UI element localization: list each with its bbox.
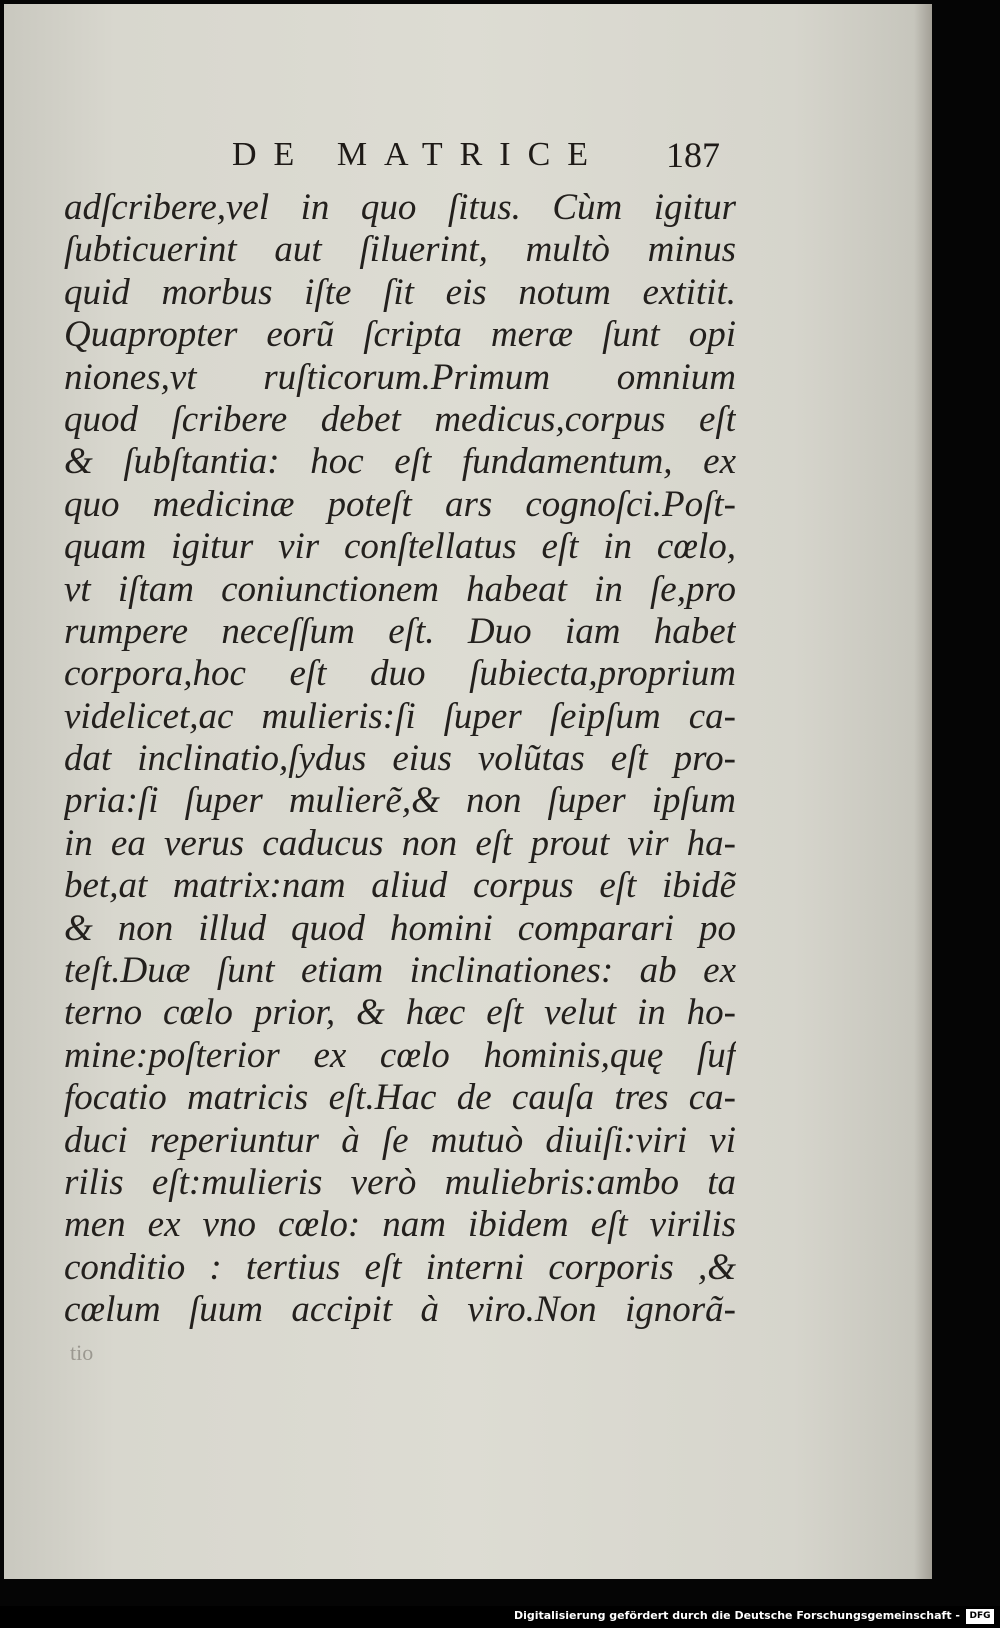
text-line: adſcribere,vel in quo ſitus. Cùm igitur: [64, 187, 736, 228]
footer-credit: Digitalisierung gefördert durch die Deutsche Forschungsgemeinschaft -: [513, 1609, 960, 1622]
text-line: mine:poſterior ex cœlo hominis,quę ſuf: [64, 1034, 736, 1076]
footer-bar: [0, 1606, 1000, 1628]
text-line: in ea verus caducus non eſt prout vir ha-: [64, 822, 736, 864]
page-edge-shadow: [914, 4, 932, 1579]
text-line: focatio matricis eſt.Hac de cauſa tres ca-: [64, 1077, 736, 1119]
text-line: cœlum ſuum accipit à viro.Non ignorã-: [64, 1289, 736, 1331]
text-line: dat inclinatio,ſydus eius volũtas eſt pro-: [64, 738, 736, 780]
text-line: & non illud quod homini comparari po: [64, 907, 736, 949]
catchword: tio: [70, 1340, 94, 1365]
text-line: videlicet,ac mulieris:ſi ſuper ſeipſum ca-: [64, 695, 736, 737]
text-line: quo medicinæ poteſt ars cognoſci.Poſt-: [64, 483, 736, 525]
text-line: Quapropter eorũ ſcripta meræ ſunt opi: [64, 314, 736, 356]
text-line: men ex vno cœlo: nam ibidem eſt virilis: [64, 1204, 736, 1246]
book-page: [4, 4, 932, 1579]
dfg-logo: DFG: [966, 1609, 994, 1624]
page-number: 187: [666, 135, 720, 175]
body-text: [64, 187, 736, 1332]
running-head-title: DE MATRICE: [232, 136, 606, 173]
text-line: vt iſtam coniunctionem habeat in ſe,pro: [64, 568, 736, 610]
text-line: terno cœlo prior, & hæc eſt velut in ho-: [64, 992, 736, 1034]
text-line: quid morbus iſte ſit eis notum extitit.: [64, 271, 736, 313]
text-line: & ſubſtantia: hoc eſt fundamentum, ex: [64, 441, 736, 483]
text-line: teſt.Duæ ſunt etiam inclinationes: ab ex: [64, 950, 736, 992]
text-line: ſubticuerint aut ſiluerint, multò minus: [64, 229, 736, 271]
text-line: corpora,hoc eſt duo ſubiecta,proprium: [64, 653, 736, 695]
text-line: pria:ſi ſuper mulierẽ,& non ſuper ipſum: [64, 780, 736, 822]
text-line: niones,vt ruſticorum.Primum omnium: [64, 356, 736, 398]
text-line: duci reperiuntur à ſe mutuò diuiſi:viri vi: [64, 1119, 736, 1161]
text-line: quod ſcribere debet medicus,corpus eſt: [64, 398, 736, 440]
text-line: quam igitur vir conſtellatus eſt in cœlo,: [64, 526, 736, 568]
running-head: [204, 134, 744, 182]
text-line: rumpere neceſſum eſt. Duo iam habet: [64, 610, 736, 652]
text-line: conditio : tertius eſt interni corporis ,&: [64, 1246, 736, 1288]
text-line: bet,at matrix:nam aliud corpus eſt ibidẽ: [64, 865, 736, 907]
text-line: rilis eſt:mulieris verò muliebris:ambo ta: [64, 1161, 736, 1203]
